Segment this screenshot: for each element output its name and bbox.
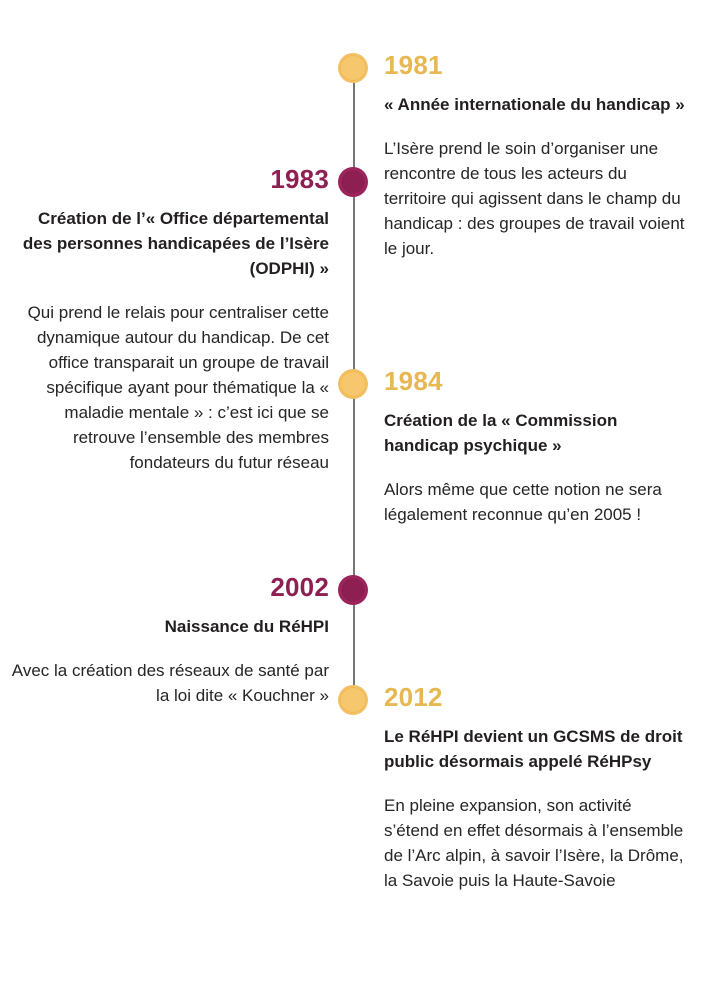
milestone-content-1983 [8,166,329,476]
milestone-headline-2012: Le RéHPI devient un GCSMS de droit public désormais appelé RéHPsy [384,727,683,772]
milestone-year-1981: 1981 [384,50,443,80]
milestone-headline-1981: « Année internationale du handicap » [384,95,685,115]
milestone-content-2002 [8,574,329,709]
timeline-dot-2002 [338,575,368,605]
milestone-content-2012 [384,684,689,894]
milestone-year-2002: 2002 [270,572,329,602]
milestone-year-1984: 1984 [384,366,443,396]
milestone-year-1983: 1983 [270,164,329,194]
milestone-headline-2002: Naissance du RéHPI [164,617,329,637]
timeline-dot-1983 [338,167,368,197]
milestone-content-1981 [384,52,689,262]
milestone-body-1984: Alors même que cette notion ne sera légalement reconnue qu’en 2005 ! [384,479,662,524]
timeline-dot-2012 [338,685,368,715]
milestone-body-2012: En pleine expansion, son activité s’étend en effet désormais à l’ensemble de l’Arc alpin, à savoir l’Isère, la Drôme, la Savoie puis la Haute-Savoie [384,795,684,890]
milestone-body-1983: Qui prend le relais pour centraliser cette dynamique autour du handicap. De cet office transparait un groupe de travail spécifique ayant pour thématique la « maladie mentale » : c’est ici que se retrouve l’ensemble des membres fondateurs du futur réseau [27,302,329,472]
milestone-body-2002: Avec la création des réseaux de santé par la loi dite « Kouchner » [11,661,329,706]
timeline-dot-1981 [338,53,368,83]
milestone-body-1981: L’Isère prend le soin d’organiser une rencontre de tous les acteurs du territoire qui agissent dans le champ du handicap : des groupes de travail voient le jour. [384,139,685,259]
milestone-headline-1983: Création de l’« Office départemental des personnes handicapées de l’Isère (ODPHI) » [22,209,329,278]
milestone-content-1984 [384,368,689,528]
milestone-year-2012: 2012 [384,682,443,712]
timeline-dot-1984 [338,369,368,399]
milestone-headline-1984: Création de la « Commission handicap psychique » [384,411,618,456]
